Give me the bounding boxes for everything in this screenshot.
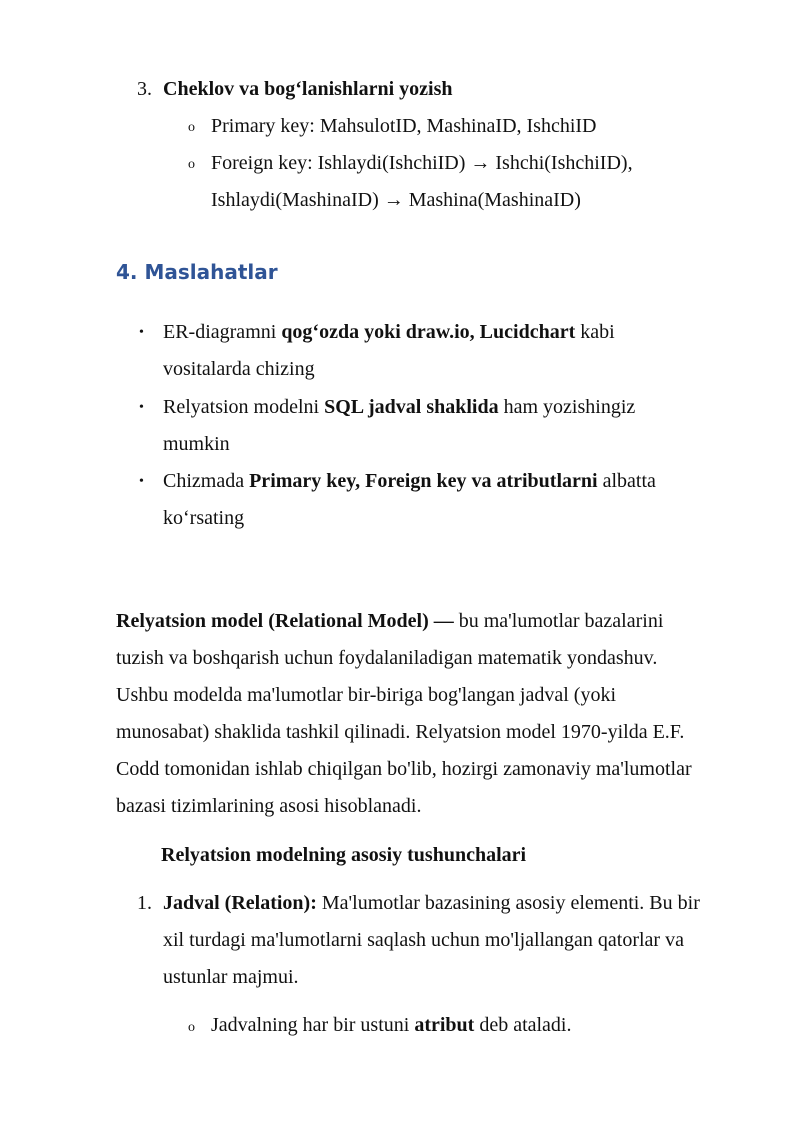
paragraph-line: Codd tomonidan ishlab chiqilgan bo'lib, hozirgi zamonaviy ma'lumotlar [116, 758, 692, 780]
bullet-icon: • [139, 325, 144, 340]
list-item-continuation: Ishlaydi(MashinaID) → Mashina(MashinaID) [211, 189, 581, 211]
paragraph-line: tuzish va boshqarish uchun foydalaniladigan matematik yondashuv. [116, 647, 658, 669]
list-item: Chizmada Primary key, Foreign key va atributlarni albatta [163, 470, 656, 492]
list-number: 1. [137, 892, 152, 914]
section-heading: 4. Maslahatlar [116, 260, 278, 284]
list-item: ER-diagramni qog‘ozda yoki draw.io, Lucidchart kabi [163, 321, 615, 343]
subsection-heading: Relyatsion modelning asosiy tushunchalari [161, 844, 527, 866]
list-number: 3. [137, 78, 152, 100]
paragraph-line: Relyatsion model (Relational Model) — bu ma'lumotlar bazalarini [116, 610, 664, 632]
circle-bullet-icon: o [188, 1020, 195, 1035]
circle-bullet-icon: o [188, 120, 195, 135]
paragraph-line: Ushbu modelda ma'lumotlar bir-biriga bog'langan jadval (yoki [116, 684, 617, 706]
circle-bullet-icon: o [188, 157, 195, 172]
list-item-continuation: ustunlar majmui. [163, 966, 299, 988]
list-item-continuation: mumkin [163, 433, 230, 455]
list-item-continuation: vositalarda chizing [163, 358, 315, 380]
list-item: Primary key: MahsulotID, MashinaID, IshchiID [211, 115, 597, 137]
list-item: Jadval (Relation): Ma'lumotlar bazasining asosiy elementi. Bu bir [163, 892, 700, 914]
list-item-continuation: ko‘rsating [163, 507, 245, 529]
paragraph-line: bazasi tizimlarining asosi hisoblanadi. [116, 795, 422, 817]
list-item: Foreign key: Ishlaydi(IshchiID) → Ishchi(IshchiID), [211, 152, 633, 174]
list-item-continuation: xil turdagi ma'lumotlarni saqlash uchun mo'ljallangan qatorlar va [163, 929, 684, 951]
section-title: Cheklov va bog‘lanishlarni yozish [163, 78, 453, 100]
paragraph-line: munosabat) shaklida tashkil qilinadi. Relyatsion model 1970-yilda E.F. [116, 721, 685, 743]
bullet-icon: • [139, 400, 144, 415]
list-item: Relyatsion modelni SQL jadval shaklida ham yozishingiz [163, 396, 636, 418]
bullet-icon: • [139, 474, 144, 489]
list-item: Jadvalning har bir ustuni atribut deb ataladi. [211, 1014, 572, 1036]
